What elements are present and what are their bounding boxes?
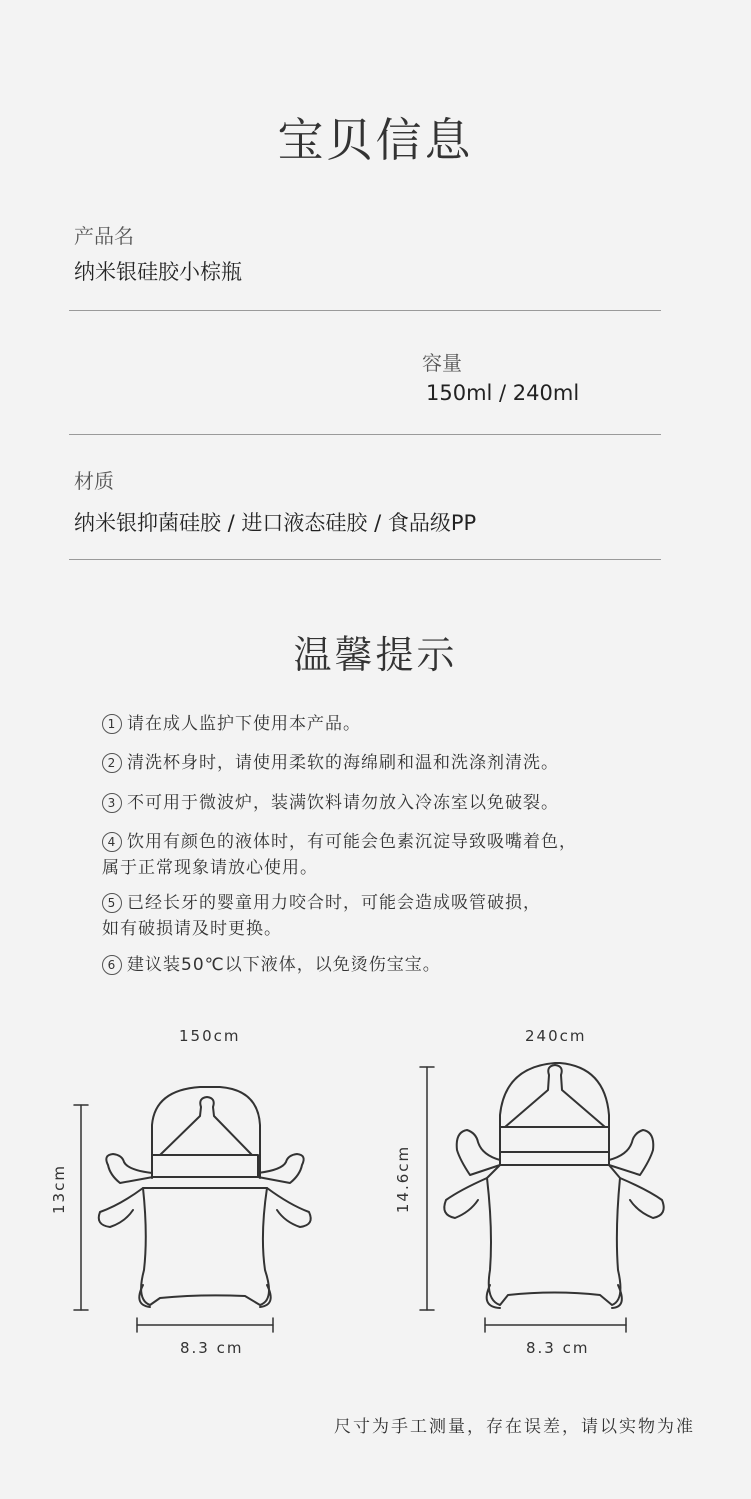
small-height-label: 13cm — [50, 1164, 68, 1214]
product-name-label: 产品名 — [74, 224, 134, 248]
tip-item: 6 建议装50℃以下液体，以免烫伤宝宝。 — [102, 952, 441, 978]
small-bottle-outline-icon — [99, 1087, 311, 1307]
product-name-value: 纳米银硅胶小棕瓶 — [74, 260, 242, 284]
large-width-label: 8.3 cm — [526, 1339, 590, 1357]
number-circle-icon: 5 — [102, 893, 122, 913]
number-circle-icon: 4 — [102, 832, 122, 852]
large-height-label: 14.6cm — [394, 1144, 412, 1214]
number-circle-icon: 2 — [102, 753, 122, 773]
material-label: 材质 — [74, 469, 114, 493]
tips-title: 温馨提示 — [293, 633, 458, 677]
material-value: 纳米银抑菌硅胶 / 进口液态硅胶 / 食品级PP — [74, 511, 477, 535]
number-circle-icon: 1 — [102, 714, 122, 734]
tip-item: 2 清洗杯身时，请使用柔软的海绵刷和温和洗涤剂清洗。 — [102, 750, 559, 776]
small-width-label: 8.3 cm — [180, 1339, 244, 1357]
large-capacity-label: 240cm — [525, 1027, 587, 1045]
large-bottle-outline-icon — [444, 1063, 663, 1308]
number-circle-icon: 3 — [102, 793, 122, 813]
small-capacity-label: 150cm — [179, 1027, 241, 1045]
tip-item: 5 已经长牙的婴童用力咬合时，可能会造成吸管破损， 如有破损请及时更换。 — [102, 893, 541, 939]
capacity-label: 容量 — [422, 351, 462, 375]
footer-note: 尺寸为手工测量，存在误差，请以实物为准 — [334, 1417, 695, 1437]
capacity-value: 150ml / 240ml — [426, 381, 580, 405]
tip-item: 3 不可用于微波炉，装满饮料请勿放入冷冻室以免破裂。 — [102, 790, 559, 816]
tip-item: 1 请在成人监护下使用本产品。 — [102, 711, 361, 737]
tip-item: 4 饮用有颜色的液体时，有可能会色素沉淀导致吸嘴着色， 属于正常现象请放心使用。 — [102, 832, 577, 878]
page-title: 宝贝信息 — [277, 113, 474, 167]
number-circle-icon: 6 — [102, 955, 122, 975]
